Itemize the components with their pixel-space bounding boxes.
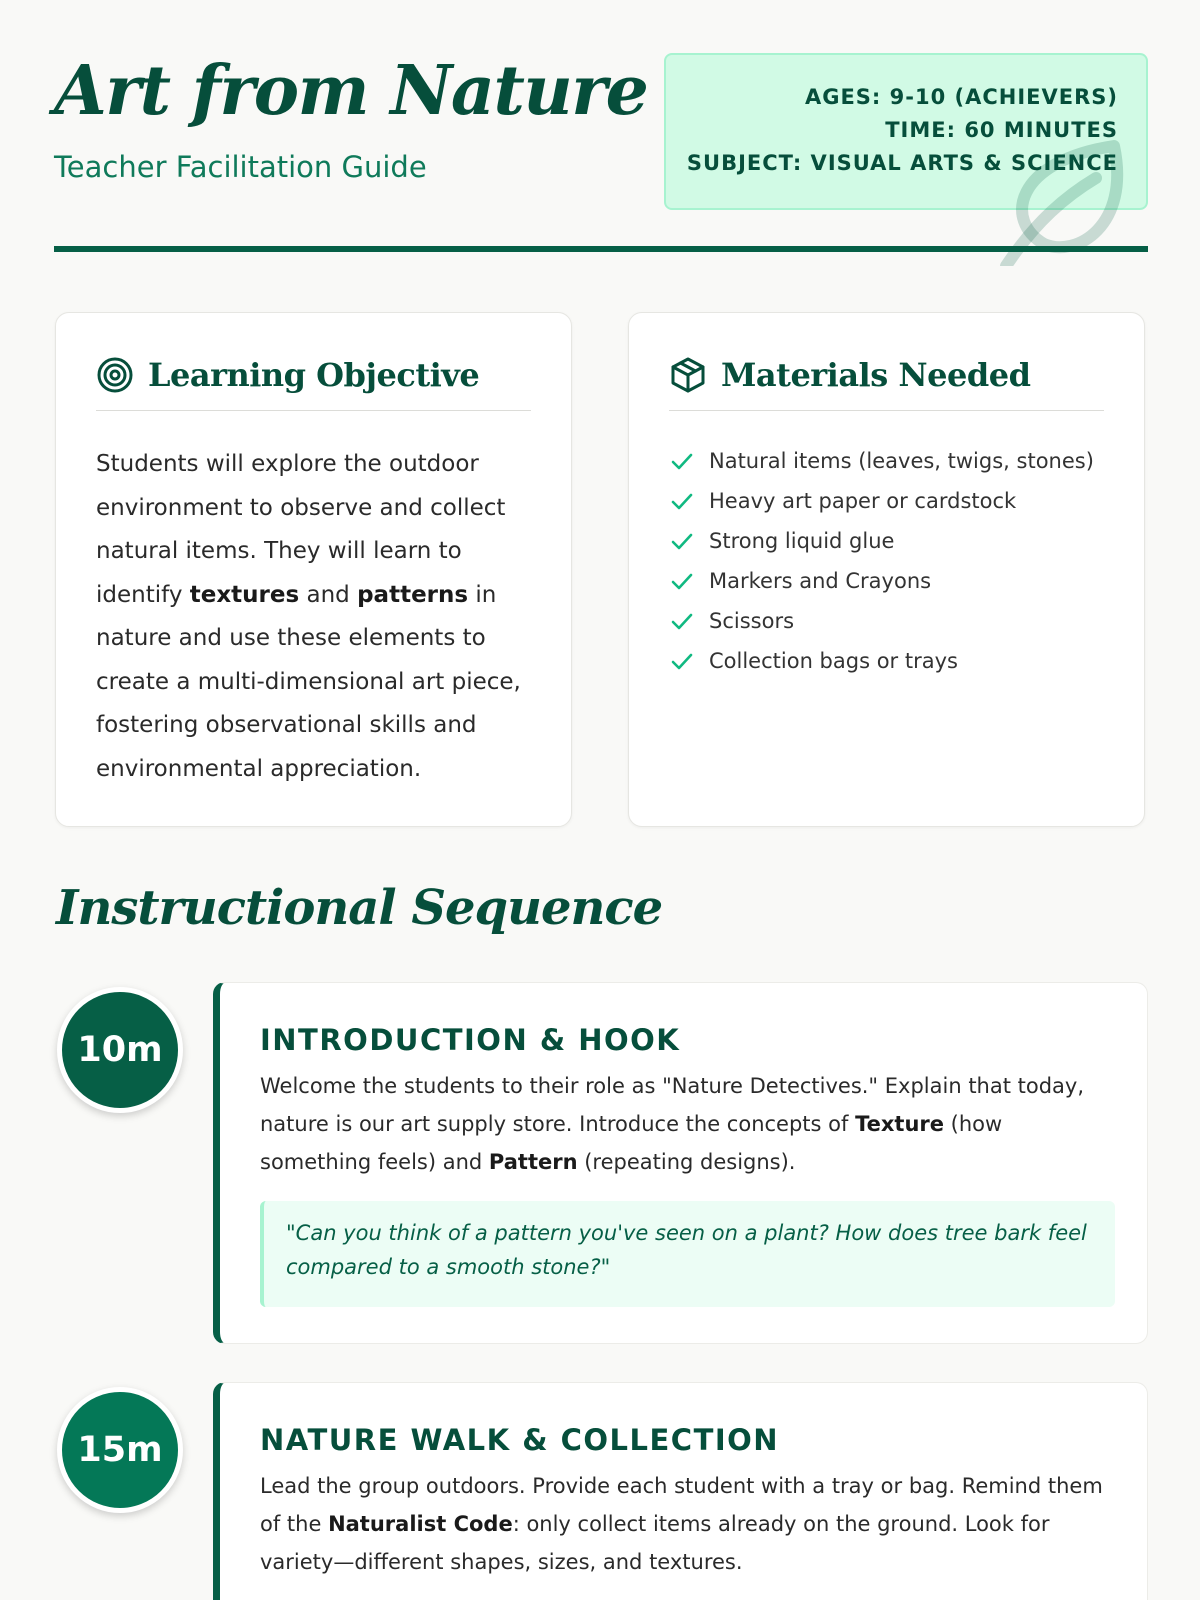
learning-objective-header	[96, 355, 531, 411]
material-label: Markers and Crayons	[709, 569, 932, 593]
leaf-icon	[986, 116, 1136, 266]
discussion-prompt	[260, 1201, 1115, 1307]
material-label: Strong liquid glue	[709, 529, 895, 553]
meta-subject: SUBJECT: VISUAL ARTS & SCIENCE	[686, 151, 1118, 175]
step-description: Welcome the students to their role as "Nature Detectives." Explain that today, nature is our art supply store. Introduce the concepts of Texture (how something feels) and Pattern (repeating designs).	[260, 1074, 1085, 1174]
step-title: NATURE WALK & COLLECTION	[260, 1423, 780, 1457]
target-icon	[96, 356, 134, 394]
learning-objective-title: Learning Objective	[148, 356, 480, 394]
list-item	[669, 601, 1124, 641]
material-label: Collection bags or trays	[709, 649, 958, 673]
check-icon	[669, 608, 695, 634]
check-icon	[669, 528, 695, 554]
meta-time: TIME: 60 MINUTES	[885, 118, 1118, 142]
meta-ages: AGES: 9-10 (ACHIEVERS)	[804, 85, 1118, 109]
material-label: Natural items (leaves, twigs, stones)	[709, 449, 1094, 473]
step-card-introduction	[213, 982, 1148, 1344]
list-item	[669, 521, 1124, 561]
step-duration-badge: 10m	[57, 987, 183, 1113]
materials-title: Materials Needed	[721, 356, 1031, 394]
check-icon	[669, 448, 695, 474]
box-icon	[669, 356, 707, 394]
header-divider	[54, 246, 1148, 252]
step-description: Lead the group outdoors. Provide each student with a tray or bag. Remind them of the Naturalist Code: only collect items already on the ground. Look for variety—different shapes, sizes, and textures.	[260, 1474, 1103, 1574]
keyword-patterns: patterns	[357, 581, 469, 608]
check-icon	[669, 568, 695, 594]
page-title: Art from Nature	[54, 51, 648, 131]
material-label: Scissors	[709, 609, 795, 633]
sequence-title: Instructional Sequence	[56, 880, 663, 936]
materials-list	[669, 441, 1124, 681]
material-label: Heavy art paper or cardstock	[709, 489, 1017, 513]
list-item	[669, 441, 1124, 481]
list-item	[669, 481, 1124, 521]
keyword-pattern: Pattern	[488, 1150, 578, 1174]
list-item	[669, 561, 1124, 601]
materials-card	[628, 312, 1145, 827]
learning-objective-text: Students will explore the outdoor environment to observe and collect natural items. They will learn to identify textures and patterns in nature and use these elements to create a multi-dimensional art piece, fostering observational skills and environmental appreciation.	[96, 451, 521, 782]
list-item	[669, 641, 1124, 681]
step-duration-badge: 15m	[57, 1387, 183, 1513]
step-title: INTRODUCTION & HOOK	[260, 1023, 681, 1057]
materials-header	[669, 355, 1104, 411]
check-icon	[669, 648, 695, 674]
check-icon	[669, 488, 695, 514]
page-subtitle: Teacher Facilitation Guide	[54, 150, 427, 184]
discussion-prompt-text: "Can you think of a pattern you've seen on a plant? How does tree bark feel compared to a smooth stone?"	[286, 1221, 1087, 1279]
keyword-textures: textures	[189, 581, 300, 608]
learning-objective-card	[55, 312, 572, 827]
header	[54, 50, 1148, 255]
keyword-texture: Texture	[855, 1112, 944, 1136]
step-card-nature-walk	[213, 1382, 1148, 1600]
keyword-naturalist-code: Naturalist Code	[328, 1512, 513, 1536]
